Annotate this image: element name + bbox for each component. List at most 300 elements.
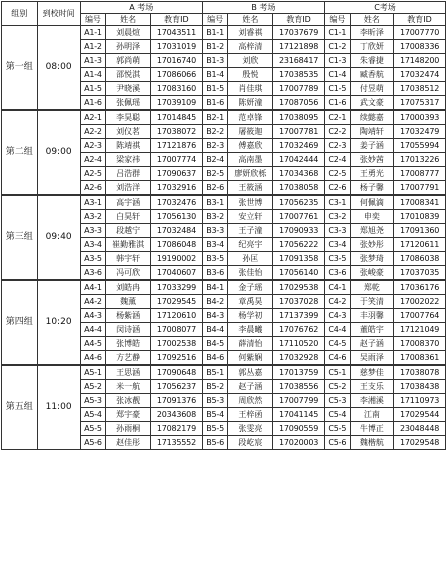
student-name: 张雯亮 bbox=[228, 422, 273, 436]
edu-id: 17083160 bbox=[151, 82, 203, 96]
exam-number: A2-1 bbox=[80, 111, 106, 125]
edu-id: 17031019 bbox=[151, 40, 203, 54]
table-row bbox=[2, 281, 446, 295]
edu-id: 17091360 bbox=[394, 224, 446, 238]
exam-number: C4-3 bbox=[324, 309, 350, 323]
edu-id: 17007799 bbox=[273, 394, 325, 408]
exam-number: C4-2 bbox=[324, 295, 350, 309]
exam-number: B2-2 bbox=[202, 125, 228, 139]
exam-number: B1-6 bbox=[202, 96, 228, 110]
edu-id: 17040607 bbox=[151, 266, 203, 280]
edu-id: 17029544 bbox=[394, 408, 446, 422]
student-name: 何佩滴 bbox=[350, 196, 393, 210]
student-name: 殷悦 bbox=[228, 68, 273, 82]
student-name: 刘晨煊 bbox=[106, 26, 151, 40]
table-row bbox=[2, 196, 446, 210]
header-number: 编号 bbox=[80, 14, 106, 26]
exam-number: B1-4 bbox=[202, 68, 228, 82]
edu-id: 17032928 bbox=[273, 351, 325, 365]
exam-number: B4-1 bbox=[202, 281, 228, 295]
student-name: 申奕 bbox=[350, 210, 393, 224]
student-name: 郭尚萌 bbox=[106, 54, 151, 68]
exam-number: B4-3 bbox=[202, 309, 228, 323]
exam-number: B2-1 bbox=[202, 111, 228, 125]
edu-id: 19190002 bbox=[151, 252, 203, 266]
table-row bbox=[2, 366, 446, 380]
exam-number: A1-3 bbox=[80, 54, 106, 68]
exam-number: C5-3 bbox=[324, 394, 350, 408]
edu-id: 17037028 bbox=[273, 295, 325, 309]
exam-number: C3-1 bbox=[324, 196, 350, 210]
student-name: 刘皓冉 bbox=[106, 281, 151, 295]
student-name: 张冰靓 bbox=[106, 394, 151, 408]
student-name: 刘睿祺 bbox=[228, 26, 273, 40]
exam-number: B4-5 bbox=[202, 337, 228, 351]
student-name: 魏楷航 bbox=[350, 436, 393, 450]
exam-number: C4-6 bbox=[324, 351, 350, 365]
header-name: 姓名 bbox=[106, 14, 151, 26]
student-name: 郭丛嘉 bbox=[228, 366, 273, 380]
student-name: 高梓清 bbox=[228, 40, 273, 54]
edu-id: 17032479 bbox=[394, 125, 446, 139]
arrival-time: 09:00 bbox=[37, 111, 80, 195]
edu-id: 17038095 bbox=[273, 111, 325, 125]
exam-number: B3-5 bbox=[202, 252, 228, 266]
student-name: 屠筱迦 bbox=[228, 125, 273, 139]
exam-number: A2-5 bbox=[80, 167, 106, 181]
exam-number: C4-1 bbox=[324, 281, 350, 295]
exam-number: A1-2 bbox=[80, 40, 106, 54]
student-name: 王思涵 bbox=[106, 366, 151, 380]
arrival-time: 09:40 bbox=[37, 196, 80, 280]
exam-number: B1-5 bbox=[202, 82, 228, 96]
student-name: 张佩瑶 bbox=[106, 96, 151, 110]
exam-number: A4-2 bbox=[80, 295, 106, 309]
exam-number: C1-2 bbox=[324, 40, 350, 54]
student-name: 崔勤雅淇 bbox=[106, 238, 151, 252]
exam-number: B3-2 bbox=[202, 210, 228, 224]
student-name: 韩宇轩 bbox=[106, 252, 151, 266]
group-name: 第一组 bbox=[2, 26, 38, 110]
table-row bbox=[2, 111, 446, 125]
arrival-time: 11:00 bbox=[37, 366, 80, 450]
header-number: 编号 bbox=[202, 14, 228, 26]
edu-id: 17037035 bbox=[394, 266, 446, 280]
exam-number: B3-1 bbox=[202, 196, 228, 210]
edu-id: 17020003 bbox=[273, 436, 325, 450]
exam-number: B2-3 bbox=[202, 139, 228, 153]
exam-number: A1-6 bbox=[80, 96, 106, 110]
edu-id: 17137399 bbox=[273, 309, 325, 323]
exam-number: C4-5 bbox=[324, 337, 350, 351]
edu-id: 17038512 bbox=[394, 82, 446, 96]
edu-id: 17000393 bbox=[394, 111, 446, 125]
exam-number: A5-3 bbox=[80, 394, 106, 408]
exam-number: C5-5 bbox=[324, 422, 350, 436]
student-name: 刘仪茗 bbox=[106, 125, 151, 139]
edu-id: 17091376 bbox=[151, 394, 203, 408]
edu-id: 17007791 bbox=[394, 181, 446, 195]
edu-id: 17056237 bbox=[151, 380, 203, 394]
edu-id: 17002538 bbox=[151, 337, 203, 351]
edu-id: 17008777 bbox=[394, 167, 446, 181]
group-name: 第五组 bbox=[2, 366, 38, 450]
student-name: 郑宇豪 bbox=[106, 408, 151, 422]
edu-id: 17013759 bbox=[273, 366, 325, 380]
edu-id: 17090559 bbox=[273, 422, 325, 436]
exam-number: A4-1 bbox=[80, 281, 106, 295]
exam-number: B5-1 bbox=[202, 366, 228, 380]
edu-id: 17056140 bbox=[273, 266, 325, 280]
exam-number: C5-2 bbox=[324, 380, 350, 394]
exam-number: B1-3 bbox=[202, 54, 228, 68]
student-name: 陈妍潼 bbox=[228, 96, 273, 110]
exam-number: A3-3 bbox=[80, 224, 106, 238]
edu-id: 17076762 bbox=[273, 323, 325, 337]
edu-id: 17008077 bbox=[151, 323, 203, 337]
edu-id: 17014845 bbox=[151, 111, 203, 125]
edu-id: 17029538 bbox=[273, 281, 325, 295]
student-name: 赵子涵 bbox=[350, 337, 393, 351]
student-name: 方艺静 bbox=[106, 351, 151, 365]
exam-number: C2-4 bbox=[324, 153, 350, 167]
exam-number: A3-2 bbox=[80, 210, 106, 224]
edu-id: 17148200 bbox=[394, 54, 446, 68]
exam-number: C2-1 bbox=[324, 111, 350, 125]
student-name: 高宇涵 bbox=[106, 196, 151, 210]
student-name: 姜子涵 bbox=[350, 139, 393, 153]
student-name: 杨紫涵 bbox=[106, 309, 151, 323]
header-name: 姓名 bbox=[350, 14, 393, 26]
student-name: 吕浩群 bbox=[106, 167, 151, 181]
student-name: 冯可欣 bbox=[106, 266, 151, 280]
group-name: 第三组 bbox=[2, 196, 38, 280]
edu-id: 17008361 bbox=[394, 351, 446, 365]
header-number: 编号 bbox=[324, 14, 350, 26]
student-name: 米一航 bbox=[106, 380, 151, 394]
exam-number: A5-1 bbox=[80, 366, 106, 380]
edu-id: 17092516 bbox=[151, 351, 203, 365]
edu-id: 17007781 bbox=[273, 125, 325, 139]
student-name: 周欣然 bbox=[228, 394, 273, 408]
exam-number: C3-4 bbox=[324, 238, 350, 252]
exam-number: C1-1 bbox=[324, 26, 350, 40]
student-name: 慈梦佳 bbox=[350, 366, 393, 380]
student-name: 张峻豪 bbox=[350, 266, 393, 280]
student-name: 张妙彤 bbox=[350, 238, 393, 252]
exam-number: C1-3 bbox=[324, 54, 350, 68]
student-name: 付昱萌 bbox=[350, 82, 393, 96]
exam-number: B3-6 bbox=[202, 266, 228, 280]
exam-number: A1-5 bbox=[80, 82, 106, 96]
edu-id: 17042444 bbox=[273, 153, 325, 167]
student-name: 王支乐 bbox=[350, 380, 393, 394]
edu-id: 17086048 bbox=[151, 238, 203, 252]
student-name: 章禹昊 bbox=[228, 295, 273, 309]
exam-number: B2-4 bbox=[202, 153, 228, 167]
student-name: 李晨曦 bbox=[228, 323, 273, 337]
student-name: 白昊轩 bbox=[106, 210, 151, 224]
exam-number: A5-6 bbox=[80, 436, 106, 450]
edu-id: 17121049 bbox=[394, 323, 446, 337]
edu-id: 17008336 bbox=[394, 40, 446, 54]
edu-id: 17007774 bbox=[151, 153, 203, 167]
exam-number: A4-6 bbox=[80, 351, 106, 365]
student-name: 郑乾 bbox=[350, 281, 393, 295]
edu-id: 17086066 bbox=[151, 68, 203, 82]
student-name: 魏薰 bbox=[106, 295, 151, 309]
student-name: 赵佳彤 bbox=[106, 436, 151, 450]
exam-number: C5-1 bbox=[324, 366, 350, 380]
header-hall-c: C考场 bbox=[324, 2, 445, 14]
edu-id: 17002022 bbox=[394, 295, 446, 309]
exam-number: C3-6 bbox=[324, 266, 350, 280]
edu-id: 17120611 bbox=[394, 238, 446, 252]
edu-id: 17029548 bbox=[394, 436, 446, 450]
exam-number: B2-6 bbox=[202, 181, 228, 195]
exam-number: A2-3 bbox=[80, 139, 106, 153]
exam-number: A4-3 bbox=[80, 309, 106, 323]
edu-id: 17007764 bbox=[394, 309, 446, 323]
student-name: 陶靖轩 bbox=[350, 125, 393, 139]
edu-id: 23168417 bbox=[273, 54, 325, 68]
exam-number: A3-5 bbox=[80, 252, 106, 266]
student-name: 傅嘉欣 bbox=[228, 139, 273, 153]
edu-id: 17007789 bbox=[273, 82, 325, 96]
student-name: 何紫娴 bbox=[228, 351, 273, 365]
edu-id: 17075317 bbox=[394, 96, 446, 110]
edu-id: 17090637 bbox=[151, 167, 203, 181]
header-edu-id: 教育ID bbox=[273, 14, 325, 26]
edu-id: 17034368 bbox=[273, 167, 325, 181]
edu-id: 17032484 bbox=[151, 224, 203, 238]
edu-id: 17007761 bbox=[273, 210, 325, 224]
student-name: 梁家祎 bbox=[106, 153, 151, 167]
edu-id: 20343608 bbox=[151, 408, 203, 422]
student-name: 臧香航 bbox=[350, 68, 393, 82]
student-name: 闵诗涵 bbox=[106, 323, 151, 337]
edu-id: 17033299 bbox=[151, 281, 203, 295]
student-name: 赵子涵 bbox=[228, 380, 273, 394]
exam-number: A4-5 bbox=[80, 337, 106, 351]
student-name: 李昕泽 bbox=[350, 26, 393, 40]
student-name: 孙明泽 bbox=[106, 40, 151, 54]
student-name: 刘浩洋 bbox=[106, 181, 151, 195]
header-time: 到校时间 bbox=[37, 2, 80, 26]
exam-number: A5-2 bbox=[80, 380, 106, 394]
exam-number: C2-6 bbox=[324, 181, 350, 195]
header-name: 姓名 bbox=[228, 14, 273, 26]
arrival-time: 08:00 bbox=[37, 26, 80, 110]
edu-id: 17090648 bbox=[151, 366, 203, 380]
student-name: 张妙茜 bbox=[350, 153, 393, 167]
edu-id: 17032474 bbox=[394, 68, 446, 82]
edu-id: 17056235 bbox=[273, 196, 325, 210]
header-edu-id: 教育ID bbox=[151, 14, 203, 26]
edu-id: 17120610 bbox=[151, 309, 203, 323]
student-name: 吴雨泽 bbox=[350, 351, 393, 365]
group-name: 第四组 bbox=[2, 281, 38, 365]
student-name: 邵悦淇 bbox=[106, 68, 151, 82]
exam-number: B5-4 bbox=[202, 408, 228, 422]
edu-id: 17008370 bbox=[394, 337, 446, 351]
student-name: 李昊聪 bbox=[106, 111, 151, 125]
exam-number: A5-5 bbox=[80, 422, 106, 436]
exam-number: C3-3 bbox=[324, 224, 350, 238]
student-name: 段越宁 bbox=[106, 224, 151, 238]
edu-id: 17007770 bbox=[394, 26, 446, 40]
student-name: 王子潼 bbox=[228, 224, 273, 238]
exam-number: B5-2 bbox=[202, 380, 228, 394]
edu-id: 17029545 bbox=[151, 295, 203, 309]
exam-number: B4-2 bbox=[202, 295, 228, 309]
edu-id: 17032476 bbox=[151, 196, 203, 210]
student-name: 朱睿捷 bbox=[350, 54, 393, 68]
edu-id: 23048448 bbox=[394, 422, 446, 436]
edu-id: 17038072 bbox=[151, 125, 203, 139]
exam-number: C4-4 bbox=[324, 323, 350, 337]
student-name: 范卓锋 bbox=[228, 111, 273, 125]
exam-schedule-table bbox=[1, 1, 446, 450]
exam-number: A1-1 bbox=[80, 26, 106, 40]
edu-id: 17091358 bbox=[273, 252, 325, 266]
student-name: 高南墨 bbox=[228, 153, 273, 167]
edu-id: 17013226 bbox=[394, 153, 446, 167]
edu-id: 17032916 bbox=[151, 181, 203, 195]
exam-number: A3-1 bbox=[80, 196, 106, 210]
edu-id: 17121898 bbox=[273, 40, 325, 54]
exam-number: B3-4 bbox=[202, 238, 228, 252]
edu-id: 17041145 bbox=[273, 408, 325, 422]
edu-id: 17086038 bbox=[394, 252, 446, 266]
student-name: 段屹宸 bbox=[228, 436, 273, 450]
edu-id: 17082179 bbox=[151, 422, 203, 436]
student-name: 王勇光 bbox=[350, 167, 393, 181]
edu-id: 17038438 bbox=[394, 380, 446, 394]
edu-id: 17010839 bbox=[394, 210, 446, 224]
edu-id: 17039109 bbox=[151, 96, 203, 110]
student-name: 丁欣妍 bbox=[350, 40, 393, 54]
exam-number: B4-6 bbox=[202, 351, 228, 365]
header-hall-a: A 考场 bbox=[80, 2, 202, 14]
student-name: 董皓宇 bbox=[350, 323, 393, 337]
exam-number: A2-6 bbox=[80, 181, 106, 195]
exam-number: A3-4 bbox=[80, 238, 106, 252]
edu-id: 17036176 bbox=[394, 281, 446, 295]
student-name: 薛清怡 bbox=[228, 337, 273, 351]
student-name: 郑旭尧 bbox=[350, 224, 393, 238]
student-name: 张世博 bbox=[228, 196, 273, 210]
edu-id: 17038078 bbox=[394, 366, 446, 380]
edu-id: 17008341 bbox=[394, 196, 446, 210]
student-name: 王梓函 bbox=[228, 408, 273, 422]
exam-number: B1-2 bbox=[202, 40, 228, 54]
exam-number: B1-1 bbox=[202, 26, 228, 40]
edu-id: 17056222 bbox=[273, 238, 325, 252]
edu-id: 17056130 bbox=[151, 210, 203, 224]
student-name: 肖佳琪 bbox=[228, 82, 273, 96]
edu-id: 17038535 bbox=[273, 68, 325, 82]
exam-number: C1-6 bbox=[324, 96, 350, 110]
student-name: 刘欣 bbox=[228, 54, 273, 68]
student-name: 张佳怡 bbox=[228, 266, 273, 280]
student-name: 王筱涵 bbox=[228, 181, 273, 195]
student-name: 张博皓 bbox=[106, 337, 151, 351]
student-name: 纪亮宇 bbox=[228, 238, 273, 252]
edu-id: 17016740 bbox=[151, 54, 203, 68]
student-name: 杨学初 bbox=[228, 309, 273, 323]
exam-number: C3-2 bbox=[324, 210, 350, 224]
exam-number: C2-3 bbox=[324, 139, 350, 153]
student-name: 杨子馨 bbox=[350, 181, 393, 195]
exam-number: B3-3 bbox=[202, 224, 228, 238]
student-name: 孙匡 bbox=[228, 252, 273, 266]
student-name: 于笑清 bbox=[350, 295, 393, 309]
student-name: 江南 bbox=[350, 408, 393, 422]
edu-id: 17110973 bbox=[394, 394, 446, 408]
exam-number: B4-4 bbox=[202, 323, 228, 337]
edu-id: 17055994 bbox=[394, 139, 446, 153]
exam-number: B2-5 bbox=[202, 167, 228, 181]
exam-number: B5-3 bbox=[202, 394, 228, 408]
header-group: 组别 bbox=[2, 2, 38, 26]
student-name: 廖妍欣栎 bbox=[228, 167, 273, 181]
exam-number: B5-6 bbox=[202, 436, 228, 450]
group-name: 第二组 bbox=[2, 111, 38, 195]
exam-number: C5-4 bbox=[324, 408, 350, 422]
edu-id: 17032469 bbox=[273, 139, 325, 153]
student-name: 武文豪 bbox=[350, 96, 393, 110]
student-name: 金子瑶 bbox=[228, 281, 273, 295]
exam-number: C1-5 bbox=[324, 82, 350, 96]
student-name: 李湘溪 bbox=[350, 394, 393, 408]
exam-number: A4-4 bbox=[80, 323, 106, 337]
edu-id: 17110520 bbox=[273, 337, 325, 351]
edu-id: 17037679 bbox=[273, 26, 325, 40]
student-name: 陈靖祺 bbox=[106, 139, 151, 153]
exam-number: C1-4 bbox=[324, 68, 350, 82]
exam-number: A2-2 bbox=[80, 125, 106, 139]
student-name: 丰羽馨 bbox=[350, 309, 393, 323]
exam-number: C3-5 bbox=[324, 252, 350, 266]
exam-number: C2-5 bbox=[324, 167, 350, 181]
exam-number: A1-4 bbox=[80, 68, 106, 82]
student-name: 安立轩 bbox=[228, 210, 273, 224]
edu-id: 17043511 bbox=[151, 26, 203, 40]
exam-number: A5-4 bbox=[80, 408, 106, 422]
exam-number: C2-2 bbox=[324, 125, 350, 139]
header-hall-b: B 考场 bbox=[202, 2, 324, 14]
student-name: 尹晓溪 bbox=[106, 82, 151, 96]
edu-id: 17087056 bbox=[273, 96, 325, 110]
header-edu-id: 教育ID bbox=[394, 14, 446, 26]
schedule-body bbox=[2, 26, 446, 450]
edu-id: 17038556 bbox=[273, 380, 325, 394]
student-name: 牛博正 bbox=[350, 422, 393, 436]
exam-number: A2-4 bbox=[80, 153, 106, 167]
edu-id: 17121876 bbox=[151, 139, 203, 153]
exam-number: B5-5 bbox=[202, 422, 228, 436]
exam-number: C5-6 bbox=[324, 436, 350, 450]
exam-number: A3-6 bbox=[80, 266, 106, 280]
table-row bbox=[2, 26, 446, 40]
student-name: 张梦琦 bbox=[350, 252, 393, 266]
edu-id: 17135552 bbox=[151, 436, 203, 450]
edu-id: 17038058 bbox=[273, 181, 325, 195]
arrival-time: 10:20 bbox=[37, 281, 80, 365]
student-name: 孙雨桐 bbox=[106, 422, 151, 436]
student-name: 续懿嘉 bbox=[350, 111, 393, 125]
